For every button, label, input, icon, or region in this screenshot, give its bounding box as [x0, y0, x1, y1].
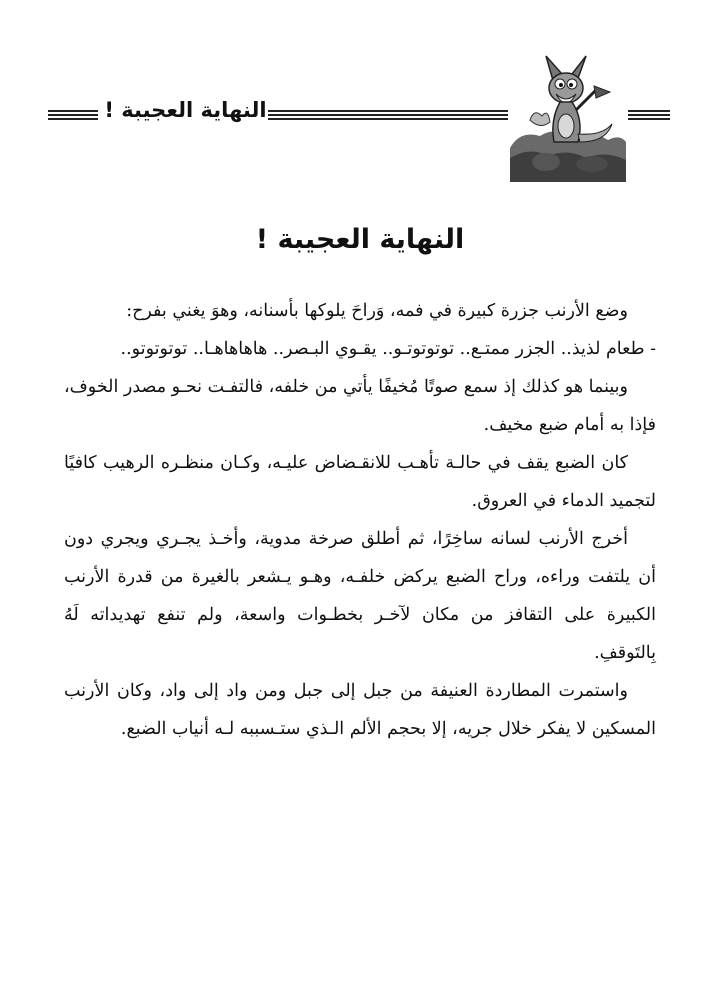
paragraph: أخرج الأرنب لسانه ساخِرًا، ثم أطلق صرخة مدوية، وأخـذ يجـري ويجري دون أن يلتفت وراءه، وراح الضبع يركض خلفـه، وهـو يـشعر بالغيرة من قدرة الأرنب الكبيرة على التقافز من مكان لآخـر بخطـوات واسعة، ولم تنفع تهديداته لَهُ بِالتَوقفِ. — [64, 529, 656, 663]
page-title: النهاية العجيبة ! — [255, 224, 465, 255]
paragraph-dialog: - طعام لذيذ.. الجزر ممتـع.. توتوتوتـو.. يقـوي البـصر.. هاهاهاهـا.. توتوتوتو.. — [120, 339, 656, 359]
header-title: النهاية العجيبة ! — [104, 98, 267, 122]
page-header — [48, 50, 670, 190]
story-text — [64, 292, 656, 748]
paragraph: واستمرت المطاردة العنيفة من جبل إلى جبل ومن واد إلى واد، وكان الأرنب المسكين لا يفكر خلال جريه، إلا بحجم الألم الـذي ستـسببه لـه أنياب الضبع. — [64, 681, 656, 739]
header-rule-right — [628, 110, 670, 124]
paragraph: كان الضبع يقف في حالـة تأهـب للانقـضاض عليـه، وكـان منظـره الرهيب كافيًا لتجميد الدماء في العروق. — [64, 453, 656, 511]
paragraph: وضع الأرنب جزرة كبيرة في فمه، وَراحَ يلوكها بأسنانه، وهوَ يغني بفرح: — [126, 301, 628, 321]
header-rule-left — [48, 110, 98, 124]
fox-character-illustration-icon — [510, 50, 626, 182]
header-rule-middle — [268, 110, 508, 124]
paragraph: وبينما هو كذلك إذ سمع صوتًا مُخيفًا يأتي من خلفه، فالتفـت نحـو مصدر الخوف، فإذا به أمام ضبع مخيف. — [64, 377, 656, 435]
